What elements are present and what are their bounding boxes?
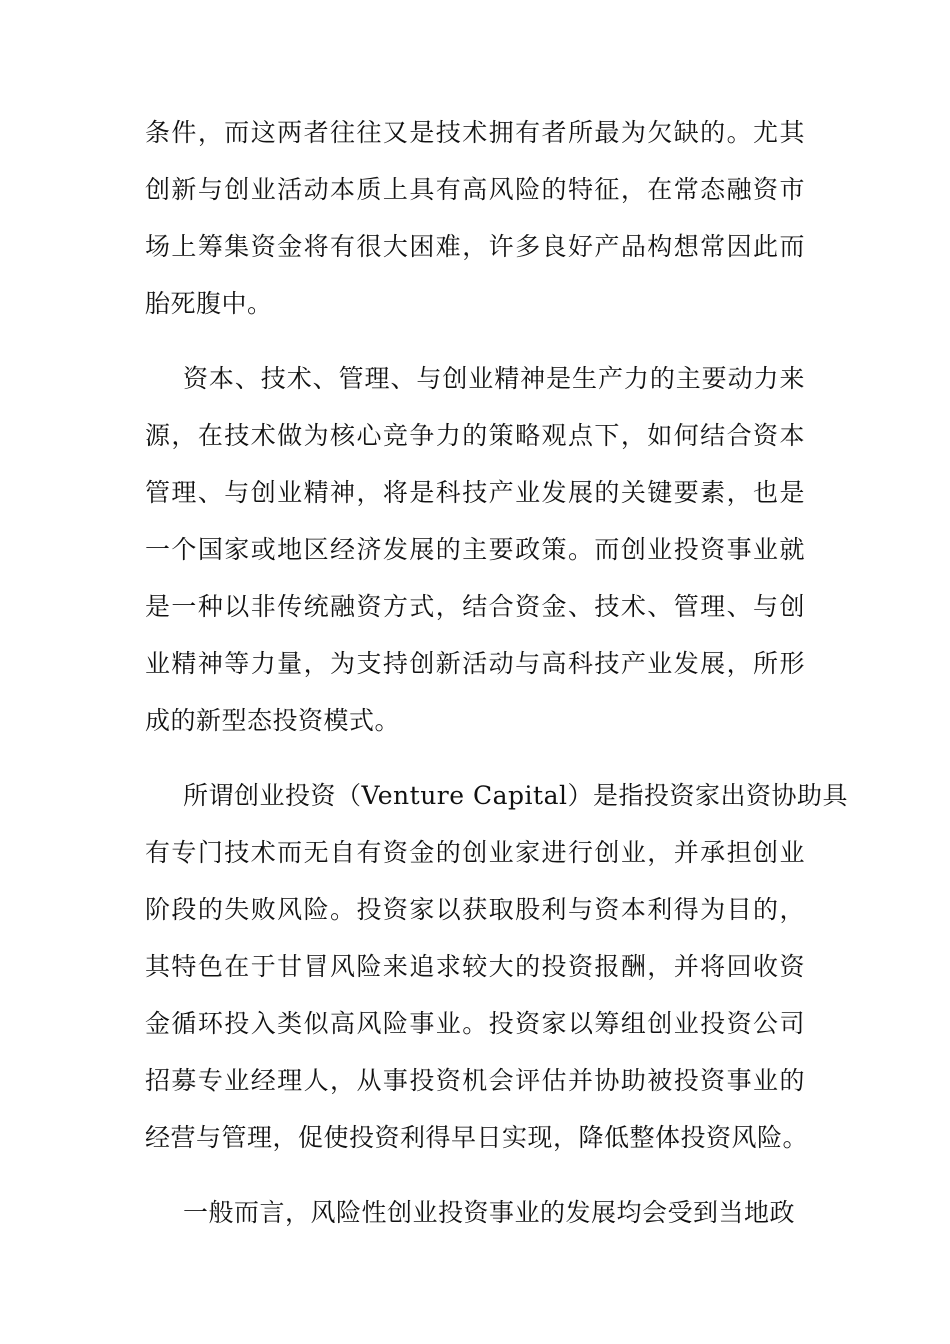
- paragraph-1: [145, 104, 805, 332]
- text-line: 一般而言，风险性创业投资事业的发展均会受到当地政: [183, 1198, 796, 1227]
- text-line: 经营与管理，促使投资利得早日实现，降低整体投资风险。: [145, 1123, 809, 1152]
- text-line: 管理、与创业精神，将是科技产业发展的关键要素，也是: [145, 478, 805, 507]
- text-line: 一个国家或地区经济发展的主要政策。而创业投资事业就: [145, 535, 805, 564]
- text-line: 招募专业经理人，从事投资机会评估并协助被投资事业的: [145, 1066, 805, 1095]
- text-line: 创新与创业活动本质上具有高风险的特征，在常态融资市: [145, 175, 805, 204]
- text-line: 胎死腹中。: [145, 289, 273, 318]
- text-line: 阶段的失败风险。投资家以获取股利与资本利得为目的，: [145, 895, 805, 924]
- paragraph-2: [145, 350, 805, 749]
- document-page: [145, 104, 848, 1259]
- text-line: 业精神等力量，为支持创新活动与高科技产业发展，所形: [145, 649, 805, 678]
- text-line: 源，在技术做为核心竞争力的策略观点下，如何结合资本: [145, 421, 805, 450]
- text-line: 金循环投入类似高风险事业。投资家以筹组创业投资公司: [145, 1009, 805, 1038]
- text-line: 成的新型态投资模式。: [145, 706, 401, 735]
- paragraph-3: [145, 767, 848, 1166]
- text-line: 所谓创业投资（Venture Capital）是指投资家出资协助具: [183, 781, 848, 810]
- text-line: 是一种以非传统融资方式，结合资金、技术、管理、与创: [145, 592, 805, 621]
- text-line: 其特色在于甘冒风险来追求较大的投资报酬，并将回收资: [145, 952, 805, 981]
- text-line: 条件，而这两者往往又是技术拥有者所最为欠缺的。尤其: [145, 118, 805, 147]
- text-line: 资本、技术、管理、与创业精神是生产力的主要动力来: [183, 364, 805, 393]
- text-line: 有专门技术而无自有资金的创业家进行创业，并承担创业: [145, 838, 805, 867]
- text-line: 场上筹集资金将有很大困难，许多良好产品构想常因此而: [145, 232, 805, 261]
- paragraph-4: [145, 1184, 805, 1241]
